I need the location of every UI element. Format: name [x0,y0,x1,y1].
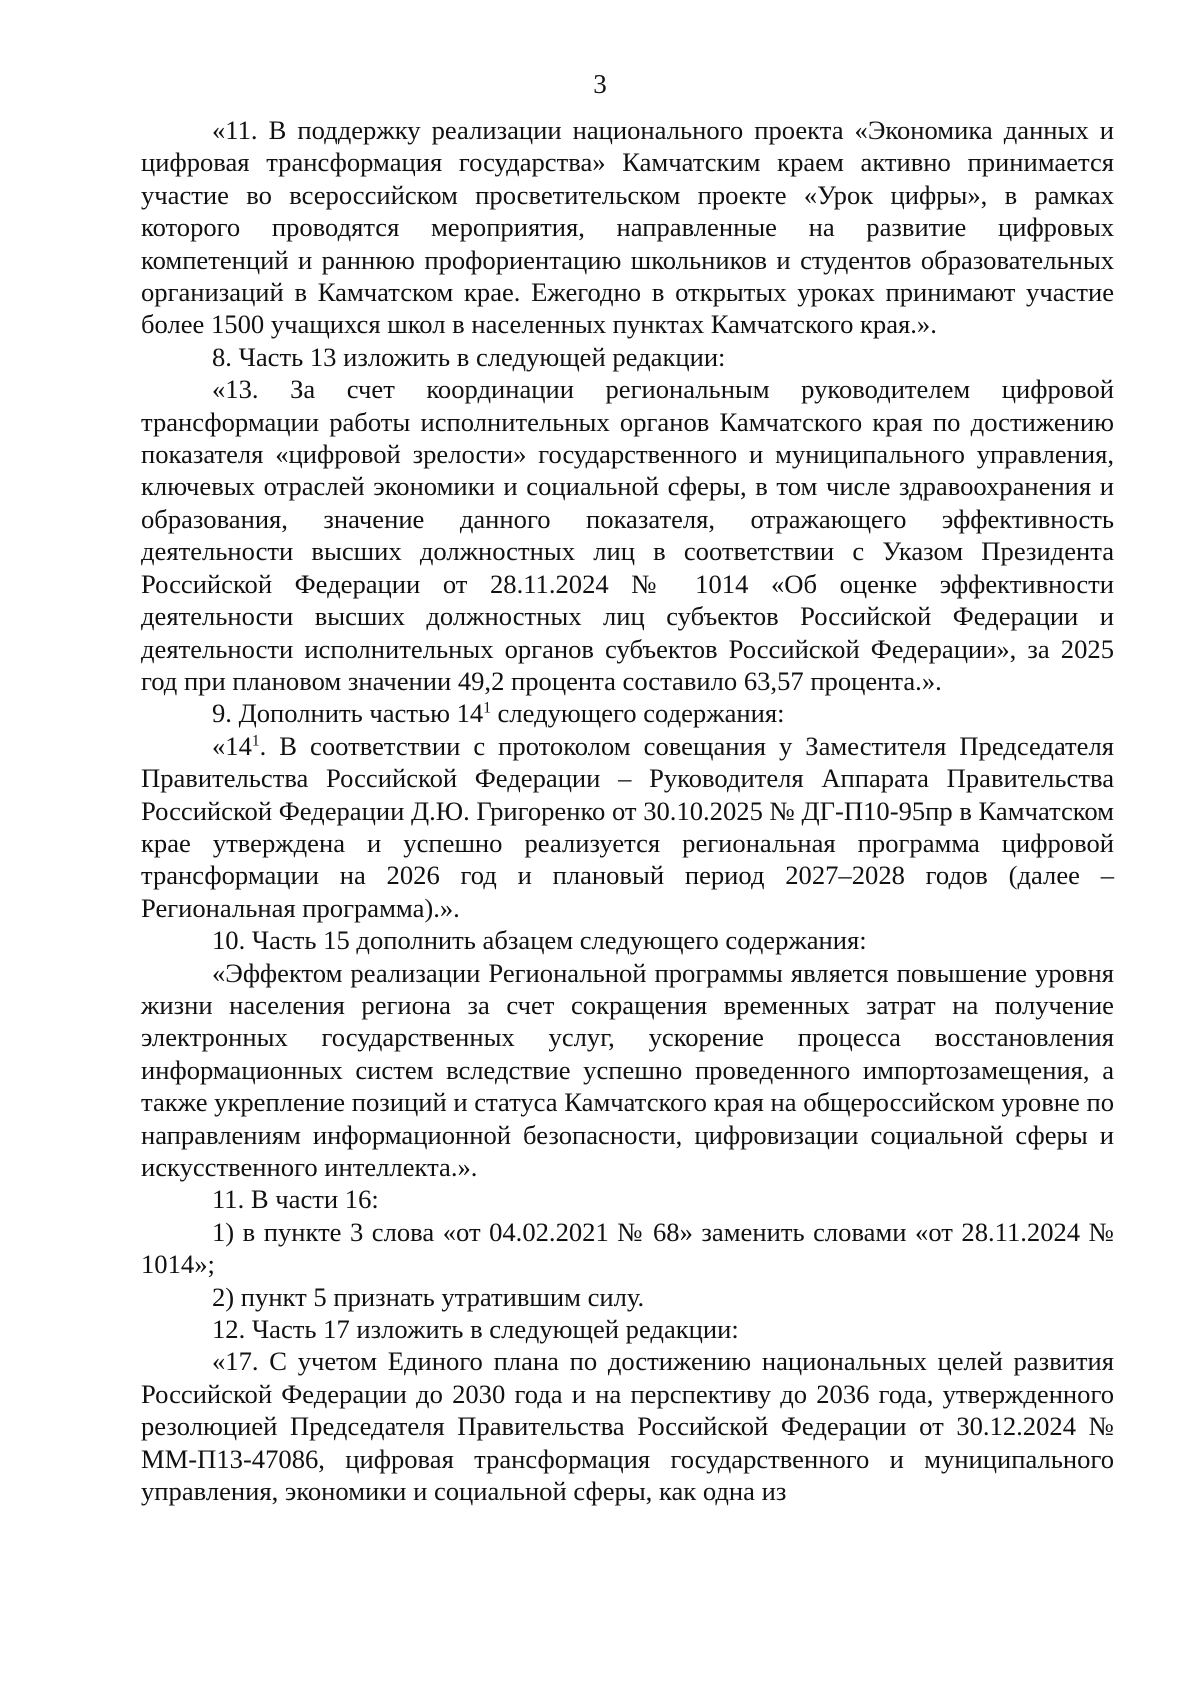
page-number: 3 [593,69,607,99]
document-body [141,114,1114,1507]
part-14-1-opening: «14 [212,730,252,761]
paragraph-part-14-1-text [141,730,1114,924]
paragraph-part-17-text: «17. С учетом Единого плана по достижению национальных целей развития Российской Федерации до 2030 года и на перспективу до 2036 года, утвержденного резолюцией Председателя Правительства Российской Федерации от 30.12.2024 № ММ-П13-47086, цифровая трансформация государственного и муниципального управления, экономики и социальной сферы, как одна из [141,1346,1114,1507]
paragraph-item-8: 8. Часть 13 изложить в следующей редакции: [212,341,726,372]
paragraph-part-13-text: «13. За счет координации региональным руководителем цифровой трансформации работы исполнительных органов Камчатского края по достижению показателя «цифровой зрелости» государственного и муниципального управления, ключевых отраслей экономики и социальной сферы, в том числе здравоохранения и образования, значение данного показателя, отражающего эффективность деятельности высших должностных лиц в соответствии с Указом Президента Российской Федерации от 28.11.2024 № 1014 «Об оценке эффективности деятельности высших должностных лиц субъектов Российской Федерации и деятельности исполнительных органов субъектов Российской Федерации», за 2025 год при плановом значении 49,2 процента составило 63,57 процента.». [141,374,1114,696]
item-9-text-start: 9. Дополнить частью 14 [212,698,484,729]
item-9-superscript: 1 [483,699,491,717]
item-9-text-end: следующего содержания: [490,698,785,729]
paragraph-item-11-subitem-1: 1) в пункте 3 слова «от 04.02.2021 № 68» заменить словами «от 28.11.2024 № 1014»; [141,1216,1114,1280]
paragraph-item-10: 10. Часть 15 дополнить абзацем следующего содержания: [212,925,867,956]
part-14-1-superscript: 1 [251,732,260,750]
paragraph-item-11-subitem-2: 2) пункт 5 признать утратившим силу. [212,1281,645,1312]
paragraph-item-9 [141,697,1114,729]
paragraph-item-11: 11. В части 16: [212,1184,379,1215]
paragraph-part-11-text: «11. В поддержку реализации национального проекта «Экономика данных и цифровая трансформация государства» Камчатским краем активно принимается участие во всероссийском просветительском проекте «Урок цифры», в рамках которого проводятся мероприятия, направленные на развитие цифровых компетенций и раннюю профориентацию школьников и студентов образовательных организаций в Камчатском крае. Ежегодно в открытых уроках принимают участие более 1500 учащихся школ в населенных пунктах Камчатского края.». [141,115,1114,340]
part-14-1-body: . В соответствии с протоколом совещания у Заместителя Председателя Правительства Российской Федерации – Руководителя Аппарата Правительства Российской Федерации Д.Ю. Григоренко от 30.10.2025 № ДГ-П10-95пр в Камчатском крае утверждена и успешно реализуется региональная программа цифровой трансформации на 2026 год и плановый период 2027–2028 годов (далее – Региональная программа).». [141,730,1114,923]
paragraph-part-15-text: «Эффектом реализации Региональной программы является повышение уровня жизни населения региона за счет сокращения временных затрат на получение электронных государственных услуг, ускорение процесса восстановления информационных систем вследствие успешно проведенного импортозамещения, а также укрепление позиций и статуса Камчатского края на общероссийском уровне по направлениям информационной безопасности, цифровизации социальной сферы и искусственного интеллекта.». [141,957,1114,1182]
paragraph-item-12: 12. Часть 17 изложить в следующей редакции: [212,1314,739,1345]
